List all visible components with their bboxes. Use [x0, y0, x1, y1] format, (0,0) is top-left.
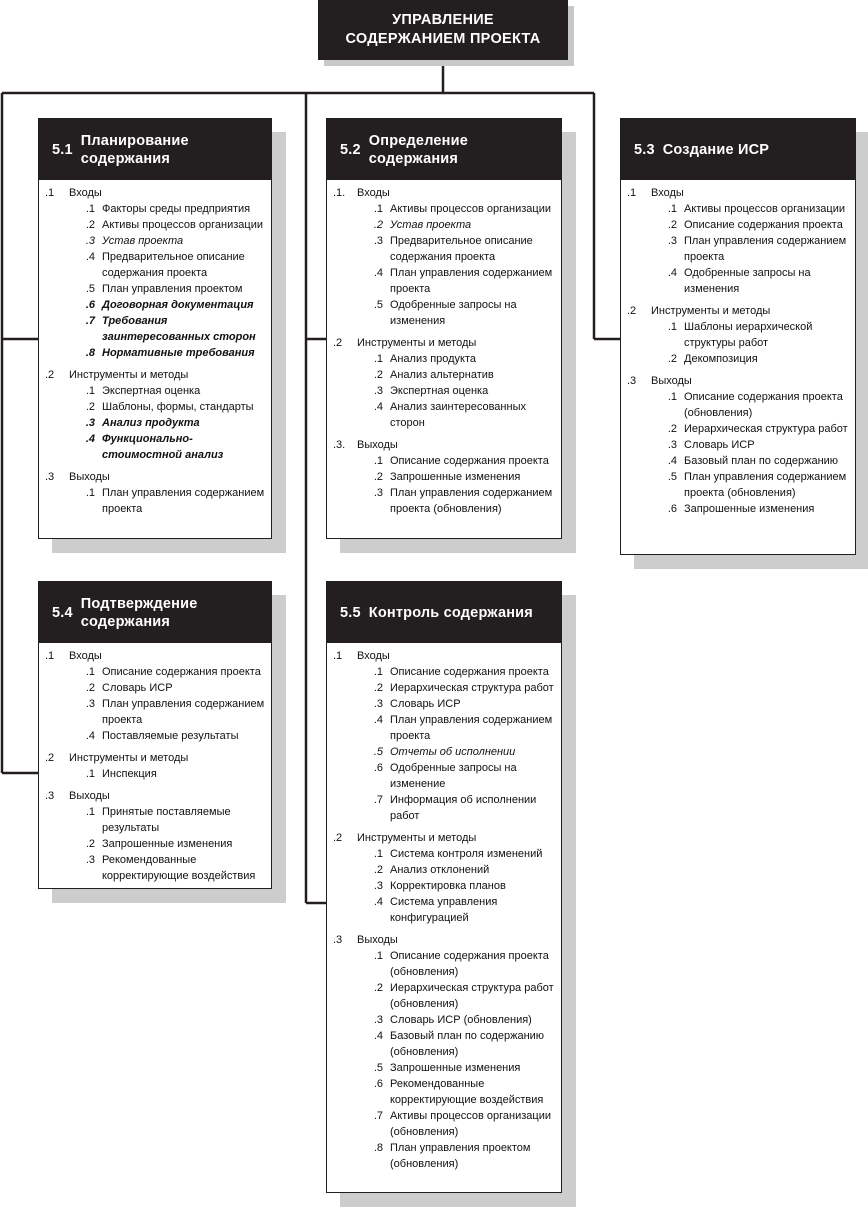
item-number: .6	[373, 762, 383, 774]
list-item	[357, 1140, 557, 1172]
item-number: .7	[373, 794, 383, 806]
process-body	[621, 180, 855, 521]
item-number: .3	[373, 487, 383, 499]
item-number: .4	[373, 896, 383, 908]
list-item	[69, 766, 267, 782]
list-item	[69, 664, 267, 680]
item-number: .3	[85, 417, 95, 429]
list-item	[357, 862, 557, 878]
item-text: Шаблоны иерархической структуры работ	[684, 321, 813, 349]
section-label: Инструменты и методы	[357, 337, 477, 349]
item-text: Отчеты об исполнении	[390, 746, 516, 758]
list-item	[357, 846, 557, 862]
process-box-5-5	[326, 581, 562, 1193]
diagram-title	[318, 0, 568, 60]
process-body	[39, 643, 271, 888]
item-text: Базовый план по содержанию (обновления)	[390, 1030, 545, 1058]
section	[333, 335, 557, 431]
item-number: .1	[373, 950, 383, 962]
item-text: План управления содержанием проекта	[102, 487, 265, 515]
item-text: Запрошенные изменения	[390, 471, 521, 483]
list-item	[69, 431, 267, 463]
item-text: Предварительное описание содержания проекта	[102, 251, 245, 279]
list-item	[651, 351, 851, 367]
list-item	[651, 233, 851, 265]
process-title-line-1: Подтверждение	[80, 595, 198, 612]
item-text: Иерархическая структура работ	[390, 682, 554, 694]
item-number: .8	[85, 347, 95, 359]
section-label: Выходы	[69, 790, 110, 802]
item-number: .4	[85, 251, 95, 263]
item-text: Активы процессов организации	[684, 203, 845, 215]
section-label: Инструменты и методы	[69, 752, 189, 764]
item-number: .1	[85, 385, 95, 397]
section	[333, 648, 557, 824]
item-text: Активы процессов организации	[102, 219, 263, 231]
list-item	[357, 485, 557, 517]
section-label: Входы	[651, 187, 684, 199]
item-text: Экспертная оценка	[102, 385, 201, 397]
item-number: .1	[85, 768, 95, 780]
section-number: .1	[45, 187, 55, 199]
item-number: .3	[373, 235, 383, 247]
item-text: Описание содержания проекта (обновления)	[684, 391, 843, 419]
item-text: Иерархическая структура работ	[684, 423, 848, 435]
item-number: .3	[373, 698, 383, 710]
section-label: Выходы	[651, 375, 692, 387]
list-item	[357, 894, 557, 926]
item-number: .4	[373, 714, 383, 726]
section	[627, 373, 851, 517]
item-text: Анализ заинтересованных сторон	[390, 401, 526, 429]
process-header	[327, 582, 561, 643]
item-number: .5	[373, 299, 383, 311]
item-number: .4	[373, 401, 383, 413]
item-number: .1	[85, 806, 95, 818]
item-number: .2	[667, 353, 677, 365]
list-item	[357, 265, 557, 297]
section-content	[651, 373, 851, 517]
item-number: .1	[373, 455, 383, 467]
list-item	[651, 319, 851, 351]
process-title	[369, 132, 468, 168]
item-text: Иерархическая структура работ (обновления)	[390, 982, 554, 1010]
item-number: .5	[373, 1062, 383, 1074]
item-number: .1	[373, 666, 383, 678]
list-item	[357, 201, 557, 217]
list-item	[357, 1076, 557, 1108]
process-title-line-1: Планирование	[80, 132, 189, 149]
section-content	[357, 185, 557, 329]
item-text: Принятые поставляемые результаты	[102, 806, 231, 834]
list-item	[357, 980, 557, 1012]
section	[333, 932, 557, 1172]
item-text: Устав проекта	[102, 235, 184, 247]
item-text: Словарь ИСР	[102, 682, 173, 694]
item-number: .3	[667, 439, 677, 451]
item-number: .7	[85, 315, 95, 327]
item-text: Шаблоны, формы, стандарты	[102, 401, 254, 413]
list-item	[69, 696, 267, 728]
list-item	[651, 453, 851, 469]
list-item	[69, 281, 267, 297]
item-number: .4	[373, 1030, 383, 1042]
process-header	[621, 119, 855, 180]
list-item	[357, 712, 557, 744]
item-text: Одобренные запросы на изменения	[684, 267, 811, 295]
item-text: План управления содержанием проекта	[390, 267, 553, 295]
item-number: .1	[667, 203, 677, 215]
section	[45, 185, 267, 361]
item-text: Устав проекта	[390, 219, 472, 231]
item-text: Запрошенные изменения	[102, 838, 233, 850]
item-text: Одобренные запросы на изменение	[390, 762, 517, 790]
list-item	[651, 265, 851, 297]
item-number: .1	[667, 391, 677, 403]
item-text: Описание содержания проекта (обновления)	[390, 950, 549, 978]
item-text: Функционально-стоимостной анализ	[102, 433, 224, 461]
item-number: .4	[85, 433, 95, 445]
section-number: .3	[45, 790, 55, 802]
item-number: .2	[667, 423, 677, 435]
process-title	[81, 132, 189, 168]
item-text: Договорная документация	[102, 299, 254, 311]
process-title-line-1: Определение	[368, 132, 469, 149]
section-label: Инструменты и методы	[69, 369, 189, 381]
section-content	[357, 437, 557, 517]
item-text: Информация об исполнении работ	[390, 794, 537, 822]
list-item	[69, 485, 267, 517]
section-label: Входы	[357, 187, 390, 199]
item-text: Активы процессов организации	[390, 203, 551, 215]
item-number: .2	[667, 219, 677, 231]
section-label: Входы	[357, 650, 390, 662]
section-number: .1	[627, 187, 637, 199]
list-item	[357, 792, 557, 824]
item-text: Рекомендованные корректирующие воздействия	[390, 1078, 544, 1106]
process-title	[369, 604, 533, 622]
item-text: План управления содержанием проекта (обновления)	[684, 471, 847, 499]
list-item	[357, 453, 557, 469]
list-item	[69, 249, 267, 281]
section-label: Выходы	[69, 471, 110, 483]
process-title-line-2: содержания	[80, 150, 171, 167]
item-text: Корректировка планов	[390, 880, 506, 892]
process-body	[327, 643, 561, 1176]
process-title	[663, 141, 769, 159]
item-text: Базовый план по содержанию	[684, 455, 839, 467]
list-item	[357, 1012, 557, 1028]
item-text: Поставляемые результаты	[102, 730, 239, 742]
item-text: Нормативные требования	[102, 347, 255, 359]
item-text: Описание содержания проекта	[390, 455, 549, 467]
process-number: 5.5	[340, 604, 361, 621]
item-number: .3	[85, 698, 95, 710]
item-text: Анализ отклонений	[390, 864, 490, 876]
item-number: .5	[373, 746, 383, 758]
item-text: Описание содержания проекта	[684, 219, 843, 231]
item-text: Требования заинтересованных сторон	[102, 315, 256, 343]
section	[627, 303, 851, 367]
list-item	[357, 948, 557, 980]
list-item	[69, 852, 267, 884]
list-item	[69, 415, 267, 431]
list-item	[357, 744, 557, 760]
list-item	[651, 201, 851, 217]
process-header	[39, 582, 271, 643]
item-number: .1	[373, 203, 383, 215]
section	[45, 788, 267, 884]
item-number: .3	[373, 385, 383, 397]
list-item	[357, 1028, 557, 1060]
section-content	[69, 788, 267, 884]
process-title-line-2: содержания	[80, 613, 171, 630]
item-number: .4	[85, 730, 95, 742]
list-item	[651, 501, 851, 517]
item-text: План управления содержанием проекта (обновления)	[390, 487, 553, 515]
section	[627, 185, 851, 297]
item-text: Словарь ИСР	[390, 698, 461, 710]
title-line-1: УПРАВЛЕНИЕ	[392, 12, 494, 28]
section-number: .2	[333, 337, 343, 349]
item-text: Предварительное описание содержания проекта	[390, 235, 533, 263]
item-text: Факторы среды предприятия	[102, 203, 251, 215]
process-number: 5.1	[52, 141, 73, 158]
item-number: .6	[85, 299, 95, 311]
section-content	[357, 932, 557, 1172]
process-body	[39, 180, 271, 521]
item-text: Анализ альтернатив	[390, 369, 494, 381]
item-number: .8	[373, 1142, 383, 1154]
section-label: Входы	[69, 187, 102, 199]
item-text: Запрошенные изменения	[684, 503, 815, 515]
item-number: .4	[667, 455, 677, 467]
item-number: .2	[373, 864, 383, 876]
item-number: .2	[373, 982, 383, 994]
list-item	[357, 878, 557, 894]
item-number: .3	[85, 235, 95, 247]
section-label: Инструменты и методы	[651, 305, 771, 317]
list-item	[357, 297, 557, 329]
process-box-5-1	[38, 118, 272, 539]
section	[333, 830, 557, 926]
section-content	[69, 185, 267, 361]
list-item	[357, 760, 557, 792]
section-content	[357, 335, 557, 431]
list-item	[357, 696, 557, 712]
list-item	[357, 664, 557, 680]
section-number: .1	[45, 650, 55, 662]
section-content	[69, 750, 267, 782]
section-label: Входы	[69, 650, 102, 662]
section-content	[69, 367, 267, 463]
section-label: Выходы	[357, 934, 398, 946]
item-number: .6	[373, 1078, 383, 1090]
item-number: .1	[85, 203, 95, 215]
item-text: План управления содержанием проекта	[390, 714, 553, 742]
list-item	[651, 217, 851, 233]
section-number: .3	[627, 375, 637, 387]
item-number: .2	[373, 219, 383, 231]
item-number: .1	[85, 666, 95, 678]
item-text: План управления содержанием проекта	[684, 235, 847, 263]
item-number: .2	[85, 401, 95, 413]
process-title-line-1: Контроль содержания	[368, 604, 533, 621]
list-item	[69, 728, 267, 744]
title-line-2: СОДЕРЖАНИЕМ ПРОЕКТА	[345, 31, 541, 47]
section-content	[357, 648, 557, 824]
list-item	[651, 389, 851, 421]
list-item	[69, 680, 267, 696]
list-item	[69, 836, 267, 852]
list-item	[69, 399, 267, 415]
item-number: .2	[85, 838, 95, 850]
list-item	[357, 399, 557, 431]
list-item	[357, 469, 557, 485]
section-number: .2	[333, 832, 343, 844]
section-number: .1	[333, 650, 343, 662]
item-text: Словарь ИСР	[684, 439, 755, 451]
list-item	[69, 217, 267, 233]
list-item	[357, 1108, 557, 1140]
item-number: .5	[667, 471, 677, 483]
list-item	[69, 345, 267, 361]
item-number: .1	[373, 353, 383, 365]
item-number: .2	[85, 219, 95, 231]
item-text: Словарь ИСР (обновления)	[390, 1014, 532, 1026]
list-item	[357, 233, 557, 265]
section-content	[651, 185, 851, 297]
section-label: Выходы	[357, 439, 398, 451]
list-item	[357, 217, 557, 233]
section	[45, 648, 267, 744]
item-number: .1	[667, 321, 677, 333]
item-number: .4	[667, 267, 677, 279]
item-text: Система контроля изменений	[390, 848, 543, 860]
section-number: .2	[45, 752, 55, 764]
process-title	[81, 595, 198, 631]
item-number: .3	[373, 1014, 383, 1026]
process-number: 5.2	[340, 141, 361, 158]
item-number: .3	[667, 235, 677, 247]
section-number: .1.	[333, 187, 346, 199]
list-item	[651, 469, 851, 501]
section	[45, 367, 267, 463]
list-item	[69, 383, 267, 399]
list-item	[357, 1060, 557, 1076]
item-number: .2	[85, 682, 95, 694]
list-item	[357, 367, 557, 383]
section-content	[651, 303, 851, 367]
item-number: .2	[373, 471, 383, 483]
item-text: Активы процессов организации (обновления)	[390, 1110, 551, 1138]
item-number: .1	[85, 487, 95, 499]
list-item	[69, 233, 267, 249]
item-text: Система управления конфигурацией	[390, 896, 498, 924]
item-number: .2	[373, 369, 383, 381]
section-number: .3	[45, 471, 55, 483]
section-number: .2	[45, 369, 55, 381]
process-header	[327, 119, 561, 180]
item-number: .3	[85, 854, 95, 866]
item-number: .5	[85, 283, 95, 295]
list-item	[651, 421, 851, 437]
section-number: .2	[627, 305, 637, 317]
list-item	[357, 383, 557, 399]
item-text: Запрошенные изменения	[390, 1062, 521, 1074]
process-box-5-2	[326, 118, 562, 539]
item-text: Экспертная оценка	[390, 385, 489, 397]
process-box-5-3	[620, 118, 856, 555]
list-item	[69, 297, 267, 313]
item-text: Описание содержания проекта	[390, 666, 549, 678]
section	[45, 469, 267, 517]
section-content	[69, 469, 267, 517]
item-text: Одобренные запросы на изменения	[390, 299, 517, 327]
item-text: План управления проектом	[102, 283, 243, 295]
list-item	[357, 351, 557, 367]
item-text: Анализ продукта	[390, 353, 477, 365]
section	[333, 437, 557, 517]
process-title-line-2: содержания	[368, 150, 459, 167]
item-text: Анализ продукта	[102, 417, 200, 429]
section-label: Инструменты и методы	[357, 832, 477, 844]
section	[45, 750, 267, 782]
process-number: 5.4	[52, 604, 73, 621]
section	[333, 185, 557, 329]
item-text: Декомпозиция	[684, 353, 758, 365]
item-text: Рекомендованные корректирующие воздействия	[102, 854, 256, 882]
item-text: Описание содержания проекта	[102, 666, 261, 678]
section-number: .3.	[333, 439, 346, 451]
section-content	[357, 830, 557, 926]
item-number: .2	[373, 682, 383, 694]
list-item	[69, 313, 267, 345]
item-number: .4	[373, 267, 383, 279]
section-content	[69, 648, 267, 744]
list-item	[69, 201, 267, 217]
item-text: План управления содержанием проекта	[102, 698, 265, 726]
item-number: .3	[373, 880, 383, 892]
process-body	[327, 180, 561, 521]
list-item	[69, 804, 267, 836]
list-item	[357, 680, 557, 696]
item-number: .1	[373, 848, 383, 860]
item-text: Инспекция	[102, 768, 157, 780]
process-header	[39, 119, 271, 180]
process-number: 5.3	[634, 141, 655, 158]
item-number: .6	[667, 503, 677, 515]
item-number: .7	[373, 1110, 383, 1122]
list-item	[651, 437, 851, 453]
process-title-line-1: Создание ИСР	[662, 141, 770, 158]
section-number: .3	[333, 934, 343, 946]
process-box-5-4	[38, 581, 272, 889]
item-text: План управления проектом (обновления)	[390, 1142, 531, 1170]
